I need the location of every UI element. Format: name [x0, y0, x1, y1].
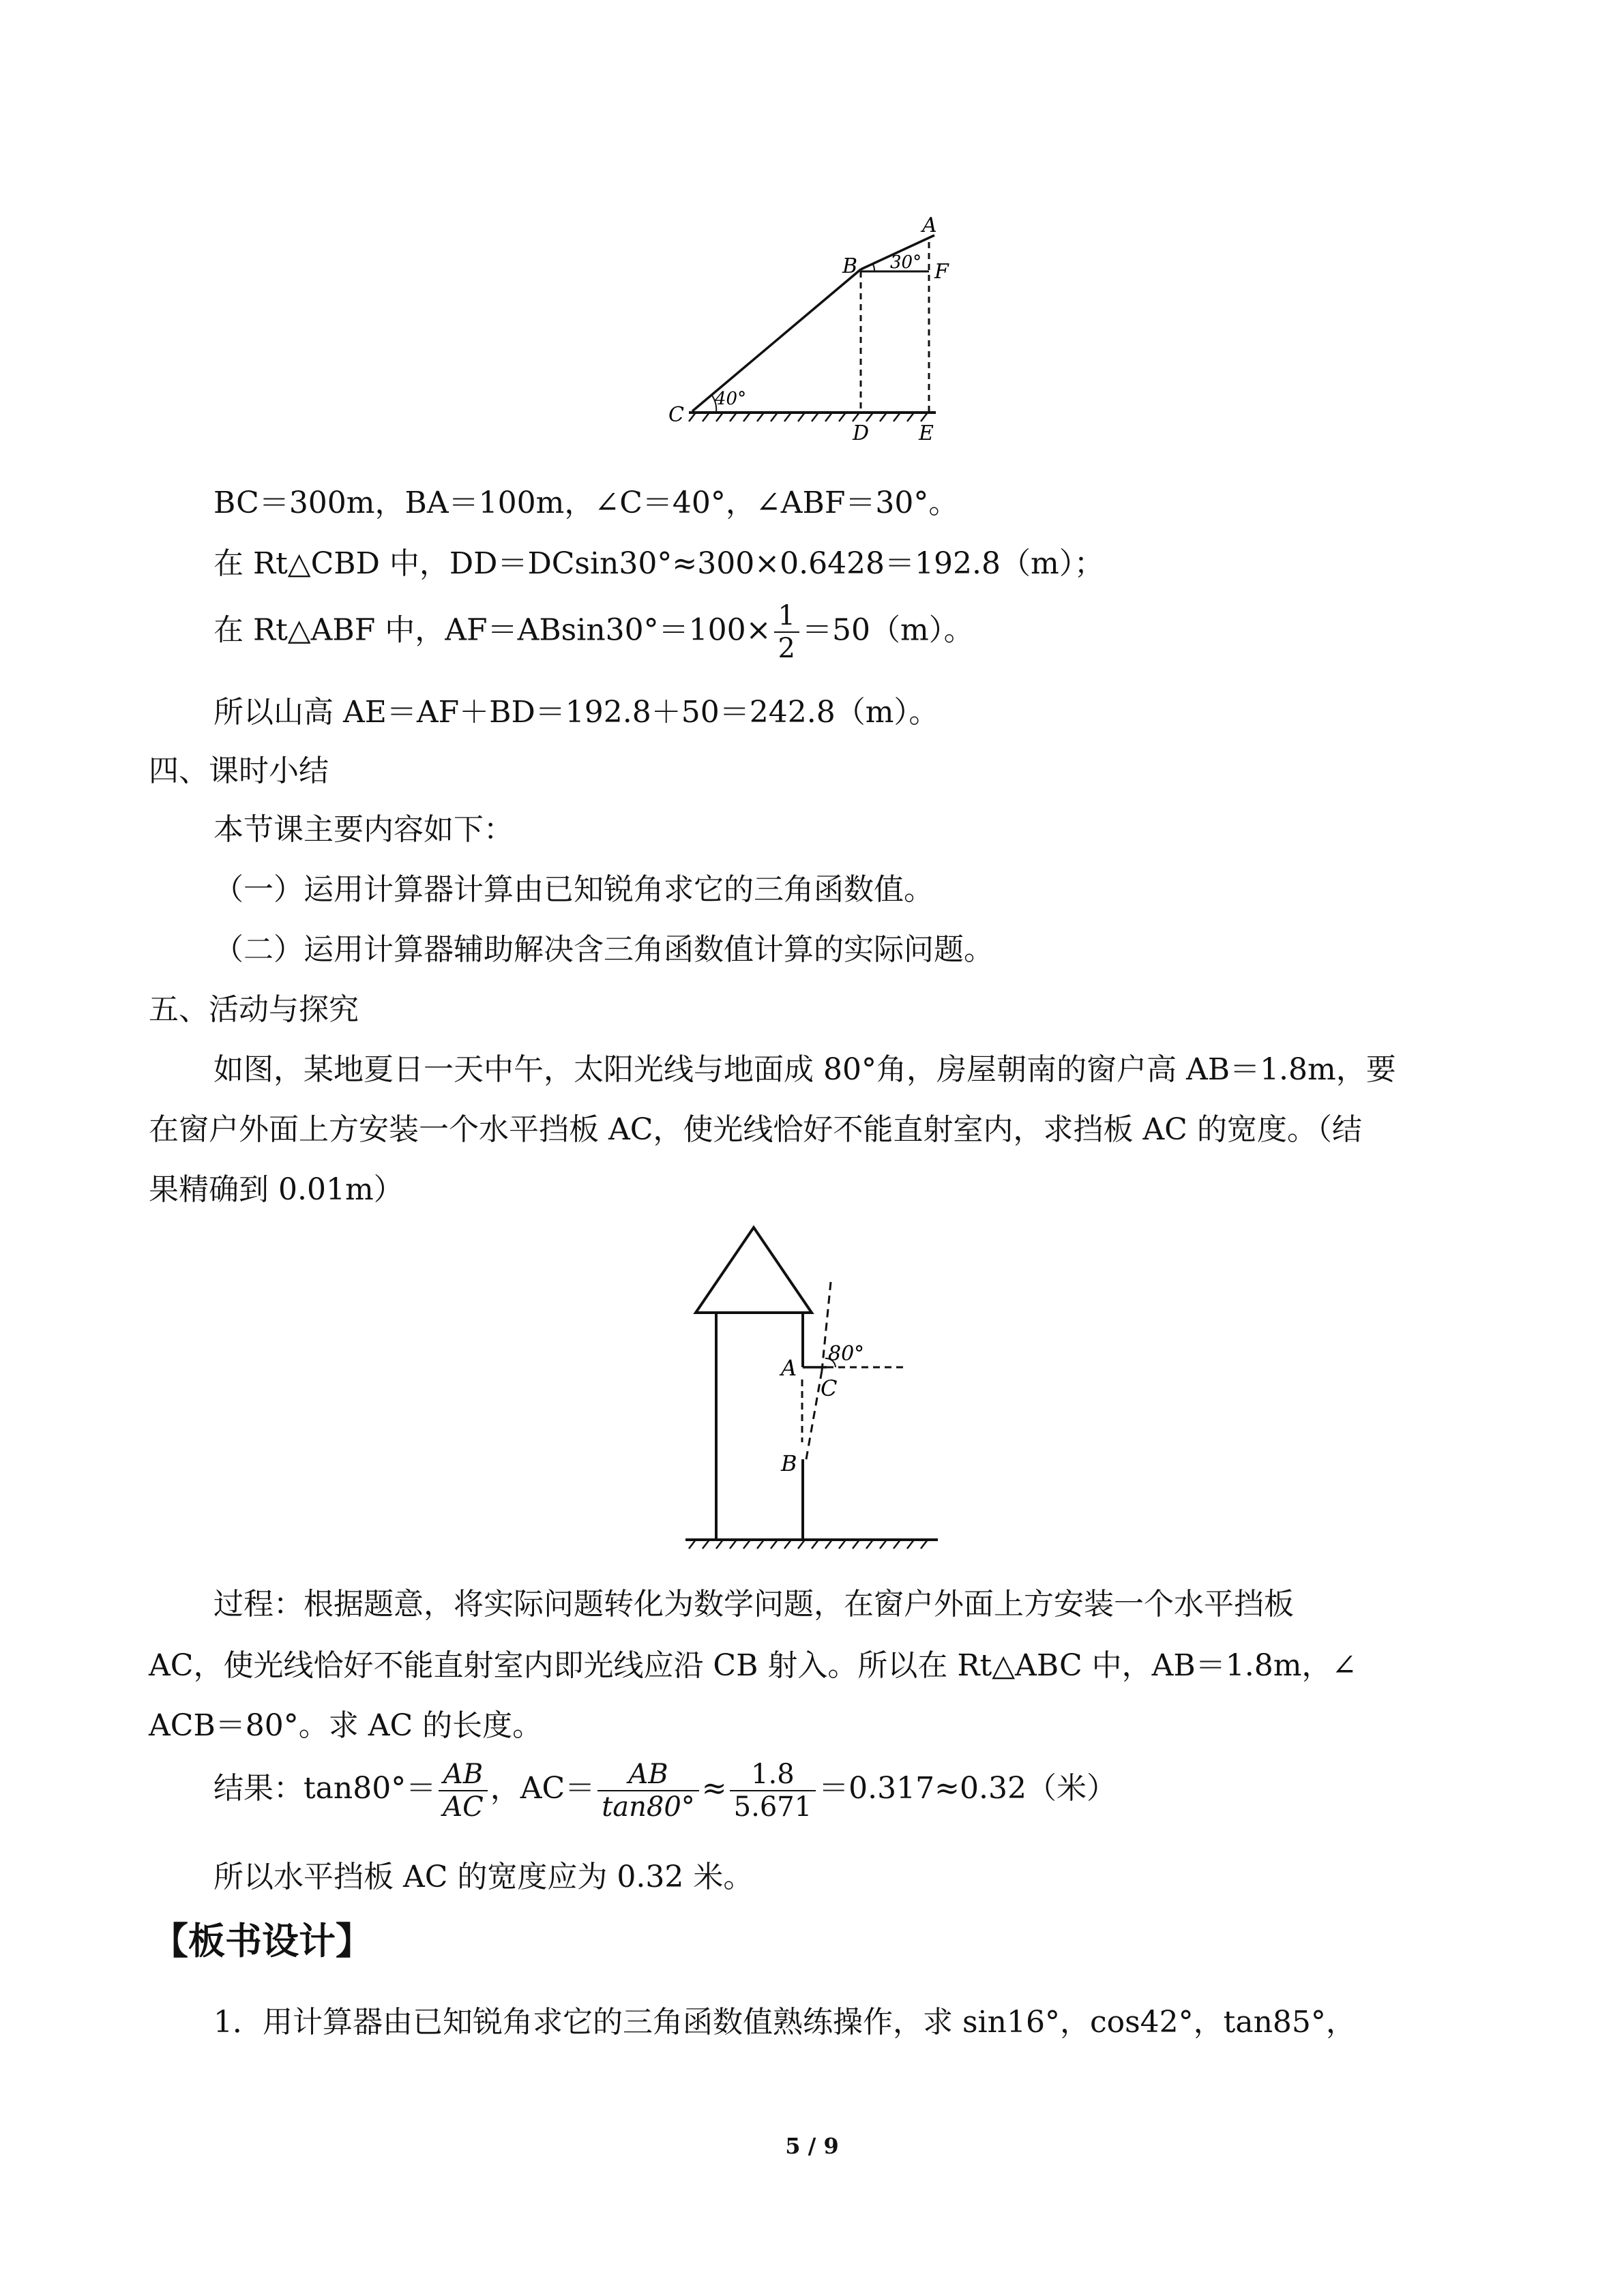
summary-item2: （二）运用计算器辅助解决含三角函数值计算的实际问题。 — [213, 932, 994, 967]
fig1-label-a: A — [922, 213, 937, 237]
house-figure — [682, 1217, 955, 1558]
fraction-denominator: 5.671 — [733, 1791, 812, 1823]
activity-line3: 果精确到 0.01m） — [149, 1172, 404, 1207]
fig1-label-d: D — [853, 421, 870, 445]
fraction-denominator: AC — [443, 1791, 484, 1823]
fraction-numerator: 1 — [774, 600, 799, 633]
fig1-label-b: B — [842, 254, 858, 278]
fraction-denominator: tan80° — [602, 1791, 695, 1823]
result-conclusion: 所以水平挡板 AC 的宽度应为 0.32 米。 — [213, 1860, 754, 1894]
example-given: BC＝300m，BA＝100m，∠C＝40°，∠ABF＝30°。 — [213, 486, 959, 520]
board-item1: 1．用计算器由已知锐角求它的三角函数值熟练操作，求 sin16°，cos42°，tan85°， — [213, 2005, 1356, 2040]
fraction-numerator: 1.8 — [730, 1759, 816, 1791]
activity-line1: 如图，某地夏日一天中午，太阳光线与地面成 80°角，房屋朝南的窗户高 AB＝1.8m，要 — [213, 1052, 1396, 1087]
fraction-ab-over-ac — [439, 1759, 488, 1823]
fig2-label-b: B — [781, 1450, 797, 1476]
result-mid: ，AC＝ — [490, 1771, 595, 1806]
fraction-numerator: AB — [597, 1759, 699, 1791]
fig1-angle-c: 40° — [715, 389, 747, 409]
activity-line2: 在窗户外面上方安装一个水平挡板 AC，使光线恰好不能直射室内，求挡板 AC 的宽度。（结 — [149, 1112, 1362, 1147]
fig2-angle: 80° — [828, 1342, 865, 1366]
result-formula — [213, 1751, 1117, 1826]
fraction-one-half — [774, 600, 799, 664]
page-number: 5 / 9 — [785, 2133, 839, 2159]
example-step3: 所以山高 AE＝AF＋BD＝192.8＋50＝242.8（m）。 — [213, 695, 939, 730]
fraction-numerator: AB — [439, 1759, 488, 1791]
fig2-label-c: C — [821, 1375, 838, 1401]
fig1-label-c: C — [668, 403, 684, 427]
fig1-label-f: F — [934, 260, 949, 284]
result-tail: ＝0.317≈0.32（米） — [818, 1771, 1117, 1806]
board-heading: 【板书设计】 — [151, 1920, 372, 1963]
process-line1: 过程：根据题意，将实际问题转化为数学问题，在窗户外面上方安装一个水平挡板 — [213, 1587, 1294, 1622]
example-step2 — [213, 600, 974, 664]
fig1-angle-b: 30° — [890, 252, 922, 273]
fraction-numeric — [730, 1759, 816, 1823]
fig1-label-e: E — [919, 421, 934, 445]
process-line2: AC，使光线恰好不能直射室内即光线应沿 CB 射入。所以在 Rt△ABC 中，AB＝1.8m，∠ — [149, 1648, 1357, 1683]
example-step2-suffix: ＝50（m）。 — [801, 612, 974, 648]
mountain-figure — [655, 205, 955, 457]
process-line3: ACB＝80°。求 AC 的长度。 — [149, 1708, 543, 1743]
result-label: 结果：tan80°＝ — [213, 1771, 437, 1806]
fig2-label-a: A — [781, 1355, 797, 1381]
activity-heading: 五、活动与探究 — [149, 992, 359, 1027]
fraction-denominator: 2 — [778, 633, 795, 664]
summary-heading: 四、课时小结 — [149, 754, 329, 788]
example-step1: 在 Rt△CBD 中，DD＝DCsin30°≈300×0.6428＝192.8（m）； — [213, 546, 1104, 581]
summary-item1: （一）运用计算器计算由已知锐角求它的三角函数值。 — [213, 872, 934, 907]
summary-intro: 本节课主要内容如下： — [213, 812, 514, 847]
result-approx: ≈ — [701, 1771, 727, 1806]
fraction-ab-over-tan80 — [597, 1759, 699, 1823]
example-step2-prefix: 在 Rt△ABF 中，AF＝ABsin30°＝100× — [213, 612, 771, 648]
